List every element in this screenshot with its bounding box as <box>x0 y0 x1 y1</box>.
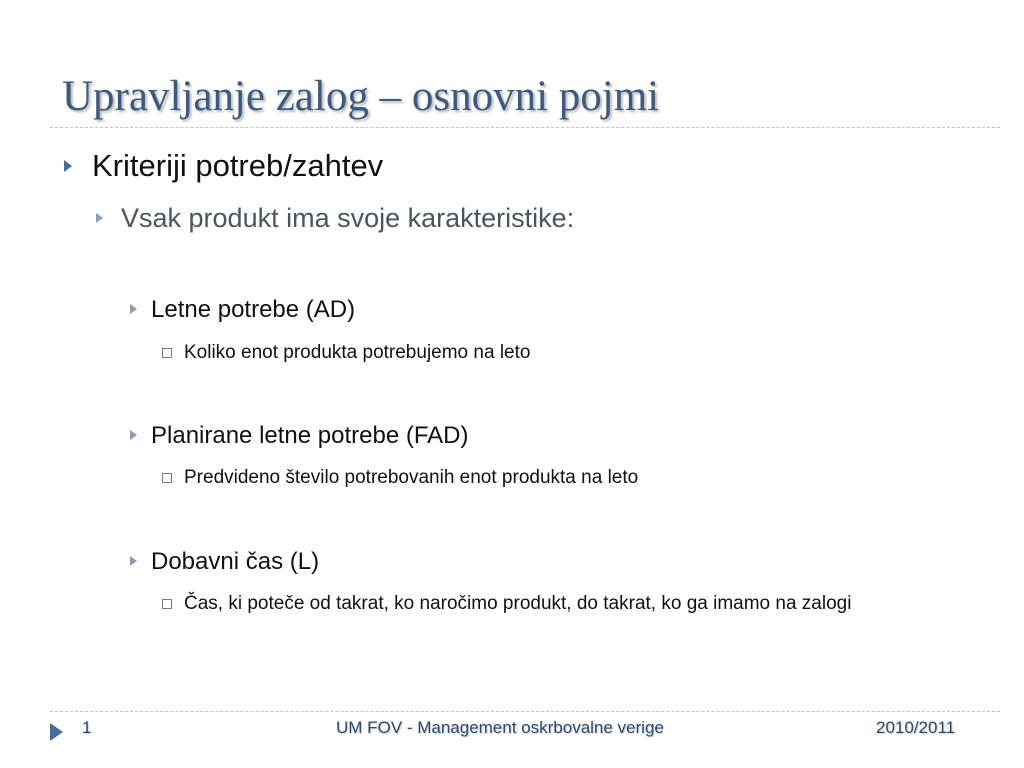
item-description-l <box>162 589 962 619</box>
slide-title: Upravljanje zalog – osnovni pojmi <box>62 73 660 120</box>
bullet-level2 <box>96 203 574 234</box>
item-description-fad <box>162 463 638 493</box>
bullet-arrow-icon <box>64 160 72 172</box>
item-heading-fad <box>130 422 469 450</box>
item-heading-l <box>130 548 319 576</box>
bullet-level2-text: Vsak produkt ima svoje karakteristike: <box>121 203 575 233</box>
title-divider <box>50 127 1000 128</box>
item-description-ad <box>162 338 530 368</box>
bullet-arrow-icon <box>96 213 103 223</box>
bullet-arrow-icon <box>130 430 137 440</box>
footer-arrow-icon <box>50 723 63 741</box>
square-bullet-icon <box>162 348 172 358</box>
item-description-text: Čas, ki poteče od takrat, ko naročimo produkt, do takrat, ko ga imamo na zalogi <box>184 593 852 614</box>
item-heading-text: Planirane letne potrebe (FAD) <box>151 422 469 449</box>
item-heading-ad <box>130 296 355 324</box>
bullet-level1-text: Kriteriji potreb/zahtev <box>92 148 384 183</box>
square-bullet-icon <box>162 599 172 609</box>
footer-course-title: UM FOV - Management oskrbovalne verige <box>336 718 664 737</box>
footer-divider <box>50 711 1000 712</box>
bullet-arrow-icon <box>130 304 137 314</box>
square-bullet-icon <box>162 473 172 483</box>
item-heading-text: Dobavni čas (L) <box>151 548 320 575</box>
bullet-level1 <box>64 148 383 184</box>
footer-year: 2010/2011 <box>876 718 956 737</box>
item-description-text: Predvideno število potrebovanih enot produkta na leto <box>184 467 639 488</box>
item-description-text: Koliko enot produkta potrebujemo na leto <box>184 342 531 363</box>
bullet-arrow-icon <box>130 556 137 566</box>
page-number: 1 <box>82 718 92 737</box>
item-heading-text: Letne potrebe (AD) <box>151 296 356 323</box>
